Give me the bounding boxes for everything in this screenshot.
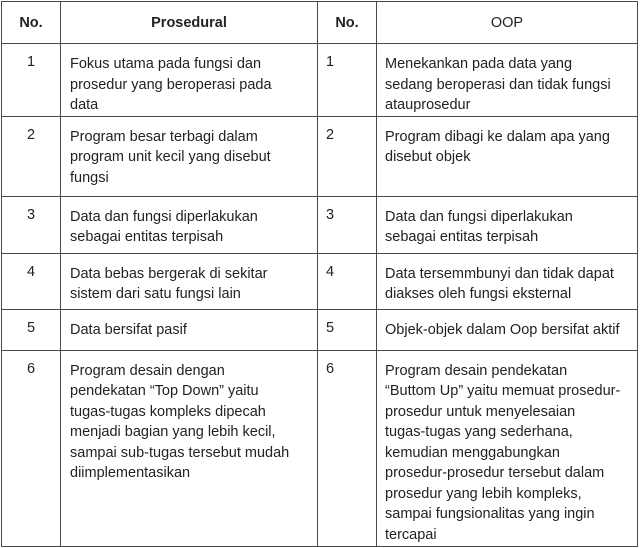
row-number-left: 6 xyxy=(2,350,61,546)
table-row xyxy=(2,253,638,309)
oop-cell-line: tugas-tugas yang sederhana, xyxy=(385,424,573,440)
oop-cell-line: Program dibagi ke dalam apa yang xyxy=(385,128,610,145)
oop-cell-line: atauprosedur xyxy=(385,97,471,113)
prosedural-cell-line: menjadi bagian yang lebih kecil, xyxy=(70,424,276,440)
row-number-right: 6 xyxy=(318,350,377,546)
row-number-right: 2 xyxy=(318,116,377,196)
oop-cell xyxy=(377,196,638,253)
prosedural-cell-line: data xyxy=(70,97,99,113)
header-prosedural: Prosedural xyxy=(61,2,318,44)
header-row xyxy=(2,2,638,44)
oop-cell-line: Program desain pendekatan xyxy=(385,362,568,379)
prosedural-cell xyxy=(61,116,318,196)
prosedural-cell-line: diimplementasikan xyxy=(70,465,191,481)
table-row xyxy=(2,44,638,117)
oop-cell xyxy=(377,44,638,117)
prosedural-cell xyxy=(61,196,318,253)
prosedural-cell xyxy=(61,253,318,309)
oop-cell-line: prosedur yang lebih kompleks, xyxy=(385,485,582,502)
row-number-left: 3 xyxy=(2,196,61,253)
oop-cell xyxy=(377,253,638,309)
prosedural-cell-line: pendekatan “Top Down” yaitu xyxy=(70,383,259,399)
prosedural-cell-line: Fokus utama pada fungsi dan xyxy=(70,56,262,72)
oop-cell xyxy=(377,350,638,546)
oop-cell-line: Objek-objek dalam Oop bersifat aktif xyxy=(385,321,620,338)
header-no-right: No. xyxy=(318,2,377,44)
oop-cell-line: sampai fungsionalitas yang ingin xyxy=(385,506,595,522)
prosedural-cell-line: program unit kecil yang disebut xyxy=(70,149,271,165)
prosedural-cell xyxy=(61,309,318,350)
oop-cell xyxy=(377,116,638,196)
prosedural-cell xyxy=(61,44,318,117)
oop-cell-line: diakses oleh fungsi eksternal xyxy=(385,286,572,302)
oop-cell-line: tercapai xyxy=(385,526,437,543)
oop-cell xyxy=(377,309,638,350)
oop-cell-line: sedang beroperasi dan tidak fungsi xyxy=(385,76,611,93)
table-row xyxy=(2,196,638,253)
row-number-right: 1 xyxy=(318,44,377,117)
header-no-left: No. xyxy=(2,2,61,44)
prosedural-cell-line: Program besar terbagi dalam xyxy=(70,128,258,145)
prosedural-cell-line: prosedur yang beroperasi pada xyxy=(70,76,272,93)
row-number-right: 4 xyxy=(318,253,377,309)
prosedural-cell-line: fungsi xyxy=(70,169,109,186)
prosedural-cell-line: tugas-tugas kompleks dipecah xyxy=(70,403,266,420)
prosedural-cell xyxy=(61,350,318,546)
row-number-left: 1 xyxy=(2,44,61,117)
row-number-left: 4 xyxy=(2,253,61,309)
header-oop: OOP xyxy=(377,2,638,44)
comparison-table xyxy=(1,1,638,547)
table-row xyxy=(2,116,638,196)
oop-cell-line: sebagai entitas terpisah xyxy=(385,229,539,245)
oop-cell-line: Data tersemmbunyi dan tidak dapat xyxy=(385,265,614,282)
prosedural-cell-line: Data bersifat pasif xyxy=(70,321,187,338)
oop-cell-line: prosedur-prosedur tersebut dalam xyxy=(385,465,605,481)
oop-cell-line: disebut objek xyxy=(385,149,471,165)
row-number-right: 3 xyxy=(318,196,377,253)
table-row xyxy=(2,309,638,350)
oop-cell-line: Data dan fungsi diperlakukan xyxy=(385,208,573,225)
prosedural-cell-line: Program desain dengan xyxy=(70,362,225,379)
prosedural-cell-line: sistem dari satu fungsi lain xyxy=(70,286,241,302)
table-row xyxy=(2,350,638,546)
oop-cell-line: Menekankan pada data yang xyxy=(385,56,573,72)
prosedural-cell-line: Data dan fungsi diperlakukan xyxy=(70,208,258,225)
row-number-left: 2 xyxy=(2,116,61,196)
oop-cell-line: prosedur untuk menyelesaian xyxy=(385,403,576,420)
row-number-left: 5 xyxy=(2,309,61,350)
row-number-right: 5 xyxy=(318,309,377,350)
prosedural-cell-line: Data bebas bergerak di sekitar xyxy=(70,265,268,282)
oop-cell-line: “Buttom Up” yaitu memuat prosedur- xyxy=(385,383,621,399)
prosedural-cell-line: sampai sub-tugas tersebut mudah xyxy=(70,444,290,461)
oop-cell-line: kemudian menggabungkan xyxy=(385,444,560,461)
prosedural-cell-line: sebagai entitas terpisah xyxy=(70,229,224,245)
